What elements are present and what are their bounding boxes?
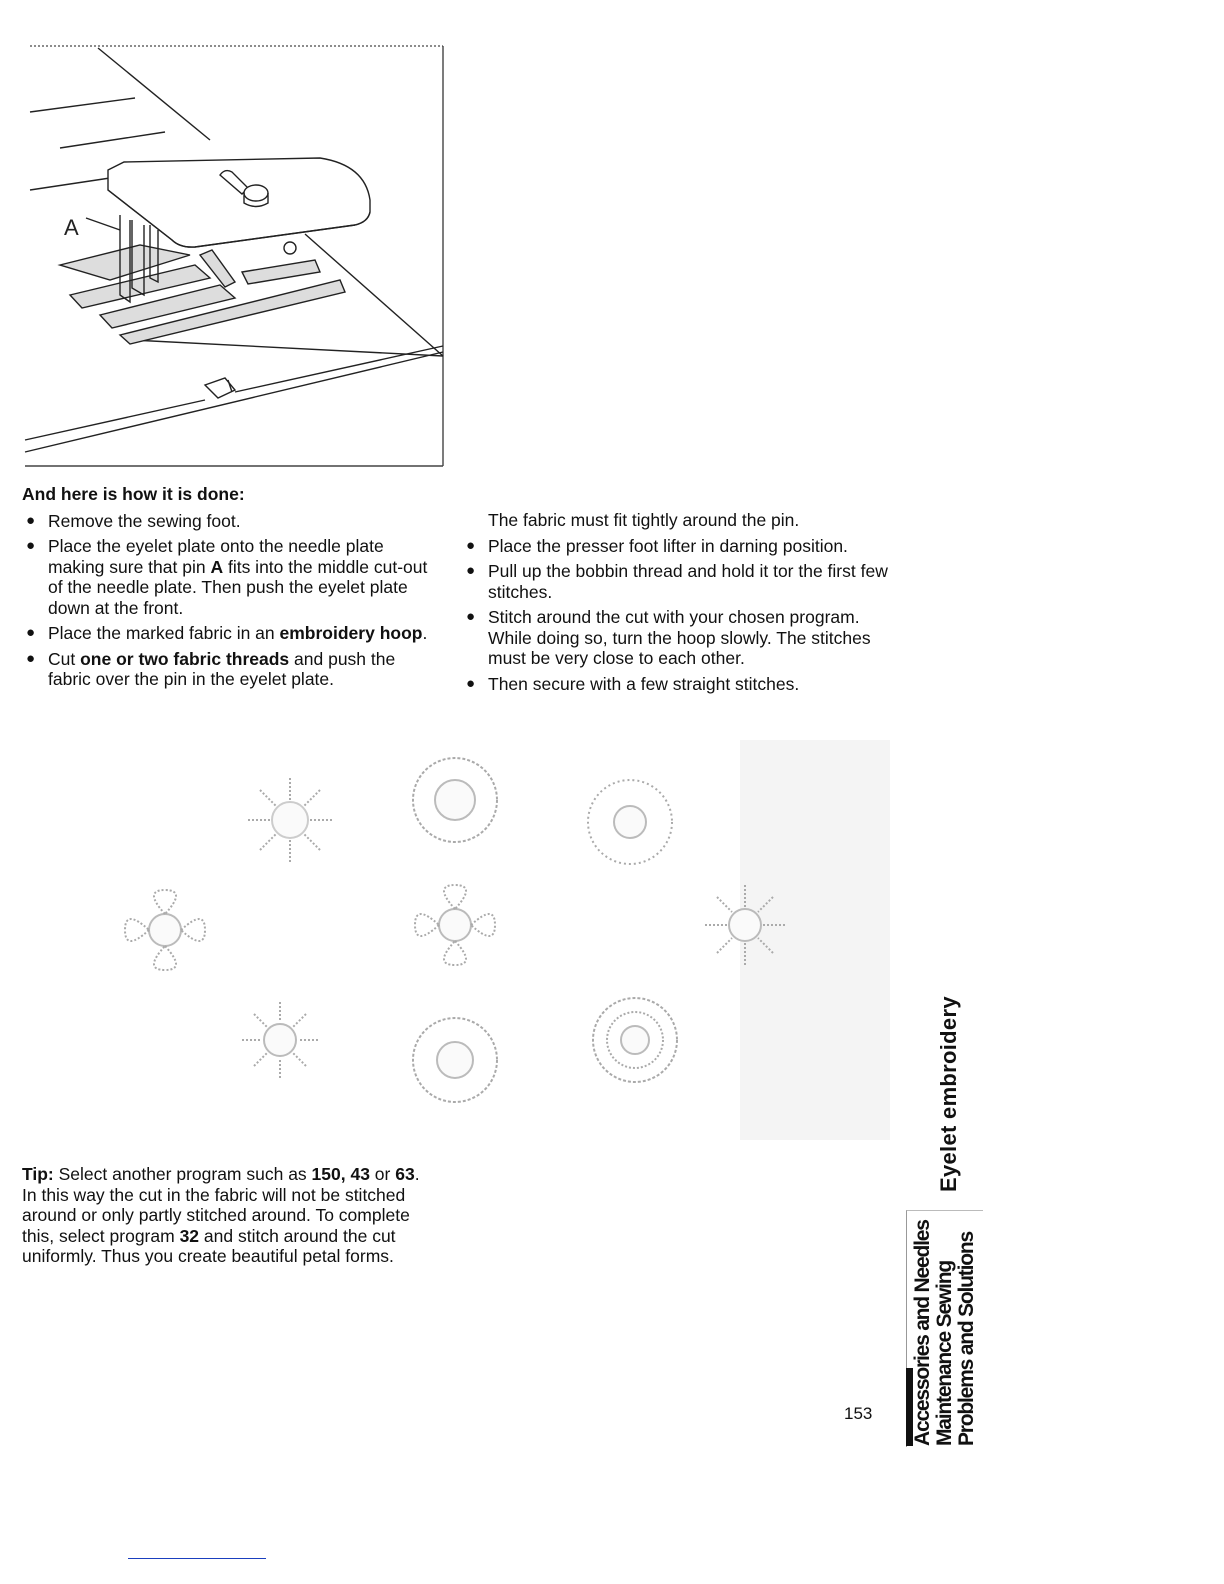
eyelet-samples-photo bbox=[100, 740, 890, 1160]
bullet-icon: ● bbox=[26, 537, 36, 554]
star-eyelet-sample bbox=[242, 1002, 318, 1078]
instructions-left-column bbox=[22, 484, 442, 695]
flower-eyelet-sample bbox=[415, 885, 495, 965]
flower-eyelet-sample bbox=[125, 890, 205, 970]
round-eyelet-sample bbox=[593, 998, 677, 1082]
bullet-icon: ● bbox=[466, 608, 476, 625]
list-item: ● Remove the sewing foot. bbox=[26, 510, 241, 531]
bullet-icon: ● bbox=[26, 624, 36, 641]
bullet-icon: ● bbox=[26, 649, 36, 667]
left-steps-list bbox=[22, 511, 442, 690]
chapter-tab-accessories[interactable]: Accessories and Needles bbox=[911, 1220, 934, 1446]
section-title: Eyelet embroidery bbox=[936, 996, 961, 1192]
list-item: ● Then secure with a few straight stitches. bbox=[466, 673, 800, 694]
bottom-divider bbox=[128, 1558, 266, 1559]
sun-eyelet-sample bbox=[588, 780, 672, 864]
round-eyelet-sample bbox=[413, 1018, 497, 1102]
list-item: ● Place the eyelet plate onto the needle plate making sure that pin A fits into the middle cut-out of the needle plate. Then push the eyelet plate down at the front. bbox=[26, 536, 428, 618]
eyelet-plate-illustration bbox=[20, 40, 450, 472]
instructions-heading: And here is how it is done: bbox=[22, 484, 245, 504]
instructions-right-column bbox=[462, 510, 892, 699]
page-number: 153 bbox=[844, 1404, 873, 1423]
list-item: ● Pull up the bobbin thread and hold it tor the first few stitches. bbox=[466, 561, 888, 602]
star-eyelet-sample bbox=[248, 778, 332, 862]
list-item: ● Place the presser foot lifter in darning position. bbox=[466, 535, 848, 556]
right-steps-list bbox=[462, 536, 892, 695]
fabric-fit-note: The fabric must fit tightly around the pin. bbox=[488, 510, 800, 530]
tip-paragraph: Tip: Select another program such as 150, 43 or 63. In this way the cut in the fabric will not be stitched around or only partly stitched around. To complete this, select program 32 and stitch around the cut uniformly. Thus you create beautiful petal forms. bbox=[22, 1164, 420, 1266]
list-item: ● Cut one or two fabric threads and push the fabric over the pin in the eyelet plate. bbox=[26, 648, 396, 689]
chapter-tab-maintenance[interactable]: Maintenance Sewing bbox=[933, 1261, 956, 1446]
star-eyelet-sample bbox=[705, 885, 785, 965]
bullet-icon: ● bbox=[26, 511, 36, 529]
bullet-icon: ● bbox=[466, 674, 476, 692]
round-eyelet-sample bbox=[413, 758, 497, 842]
chapter-tab-problems[interactable]: Problems and Solutions bbox=[955, 1232, 978, 1446]
list-item: ● Place the marked fabric in an embroidery hoop. bbox=[26, 623, 428, 643]
bullet-icon: ● bbox=[466, 536, 476, 554]
list-item: ● Stitch around the cut with your chosen program. While doing so, turn the hoop slowly. The stitches must be very close to each other. bbox=[466, 607, 871, 668]
bullet-icon: ● bbox=[466, 562, 476, 579]
figure-label-a: A bbox=[64, 215, 79, 240]
